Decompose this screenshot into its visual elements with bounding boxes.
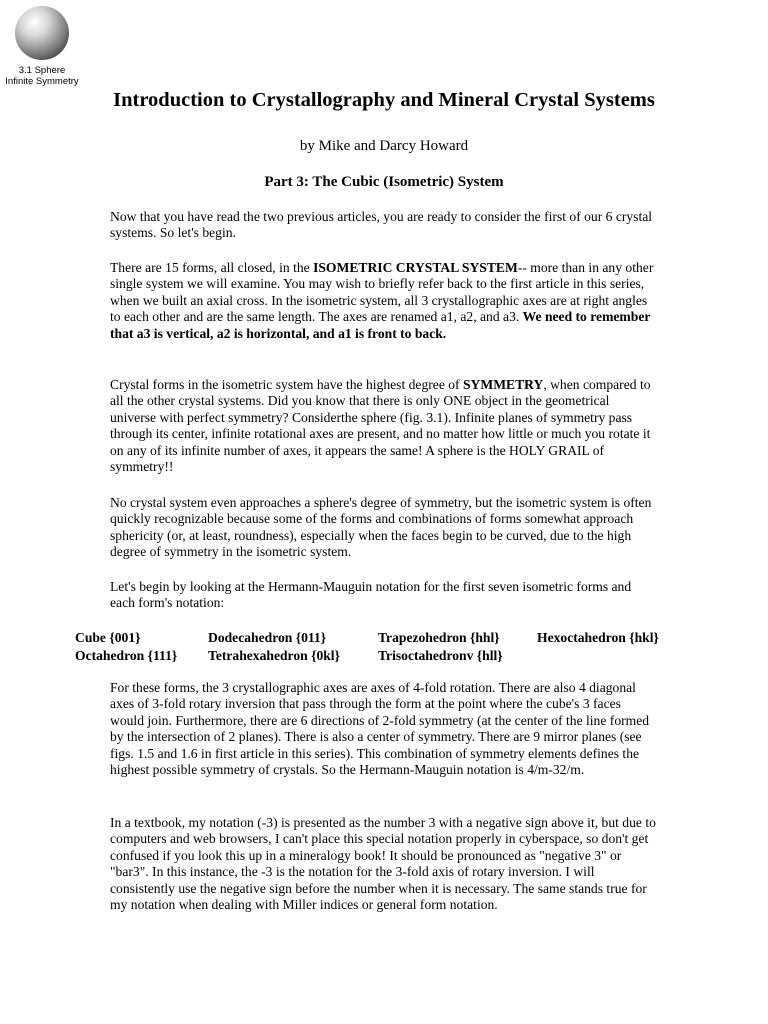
paragraph-emphasis: SYMMETRY [462,377,544,392]
sphere-image [13,4,71,62]
form-dodecahedron: Dodecahedron {011} [208,630,327,645]
paragraph-notation-note: In a textbook, my notation (-3) is presented as the number 3 with a negative sign above it, but due to computers and web browsers, I can't place this special notation properly in cyberspace, so don't get confused if you look this up in a mineralogy book! It should be pronounced as "negative 3" or "bar3". In this instance, the -3 is the notation for the 3-fold axis of rotary inversion. I will consistently use the negative sign before the number when it is necessary. The same stands true for my notation when dealing with Miller indices or general form notation. [110,815,656,913]
paragraph-notation-intro: Let's begin by looking at the Hermann-Mauguin notation for the first seven isometric forms and each form's notation: [110,579,632,611]
paragraph-symmetry-elements: For these forms, the 3 crystallographic axes are axes of 4-fold rotation. There are also 4 diagonal axes of 3-fold rotary inversion that pass through the form at the point where the cube's 3 faces would join. Furthermore, there are 6 directions of 2-fold symmetry (at the center of the line formed by the intersection of 2 planes). There is also a center of symmetry. There are 9 mirror planes (see figs. 1.5 and 1.6 in first article in this series). This combination of symmetry elements defines the highest possible symmetry of crystals. So the Hermann-Mauguin notation is 4/m-32/m. [110,680,650,778]
paragraph-forms-count [110,260,658,342]
part-heading: Part 3: The Cubic (Isometric) System [264,174,504,190]
sphere-figure [0,4,84,87]
paragraph-intro: Now that you have read the two previous articles, you are ready to consider the first of our 6 crystal systems. So let's begin. [110,209,653,241]
byline: by Mike and Darcy Howard [299,138,469,154]
paragraph-emphasis: ISOMETRIC CRYSTAL SYSTEM [313,260,518,275]
figure-caption-line1: 3.1 Sphere [18,65,66,76]
paragraph-sphericity: No crystal system even approaches a sphere's degree of symmetry, but the isometric system is often quickly recognizable because some of the forms and combinations of forms somewhat approach sphericity (or, at least, roundness), especially when the faces begin to be curved, due to the high degree of symmetry in the isometric system. [110,495,652,560]
paragraph-text: , when compared to all the other crystal systems. Did you know that there is only ONE object in the geometrical universe with perfect symmetry? Considerthe sphere (fig. 3.1). Infinite planes of symmetry pass through its center, infinite rotational axes are present, and no matter how little or much you rotate it on any of its infinite number of axes, it appears the same! A sphere is the HOLY GRAIL of symmetry!! [110,377,651,475]
form-hexoctahedron: Hexoctahedron {hkl} [537,630,659,645]
paragraph-text: There are 15 forms, all closed, in the [110,260,314,275]
page-title: Introduction to Crystallography and Mineral Crystal Systems [113,89,655,111]
figure-caption [0,65,84,87]
form-trisoctahedron: Trisoctahedronv {hll} [378,647,503,663]
paragraph-symmetry [110,377,658,475]
form-octahedron: Octahedron {111} [75,647,178,663]
paragraph-text: Crystal forms in the isometric system have the highest degree of [110,377,463,392]
form-trapezohedron: Trapezohedron {hhl} [378,630,500,645]
figure-caption-line2: Infinite Symmetry [5,76,79,87]
paragraph-text: -- more than in any other single system we will examine. You may wish to briefly refer back to the first article in this series, when we built an axial cross. In the isometric system, all 3 crystallographic axes are at right angles to each other and are the same length. The axes are renamed a1, a2, and a3. [110,260,654,325]
paragraph-emphasis: We need to remember that a3 is vertical, a2 is horizontal, and a1 is front to back. [110,309,651,341]
form-tetrahexahedron: Tetrahexahedron {0kl} [208,647,340,663]
form-cube: Cube {001} [75,630,141,645]
